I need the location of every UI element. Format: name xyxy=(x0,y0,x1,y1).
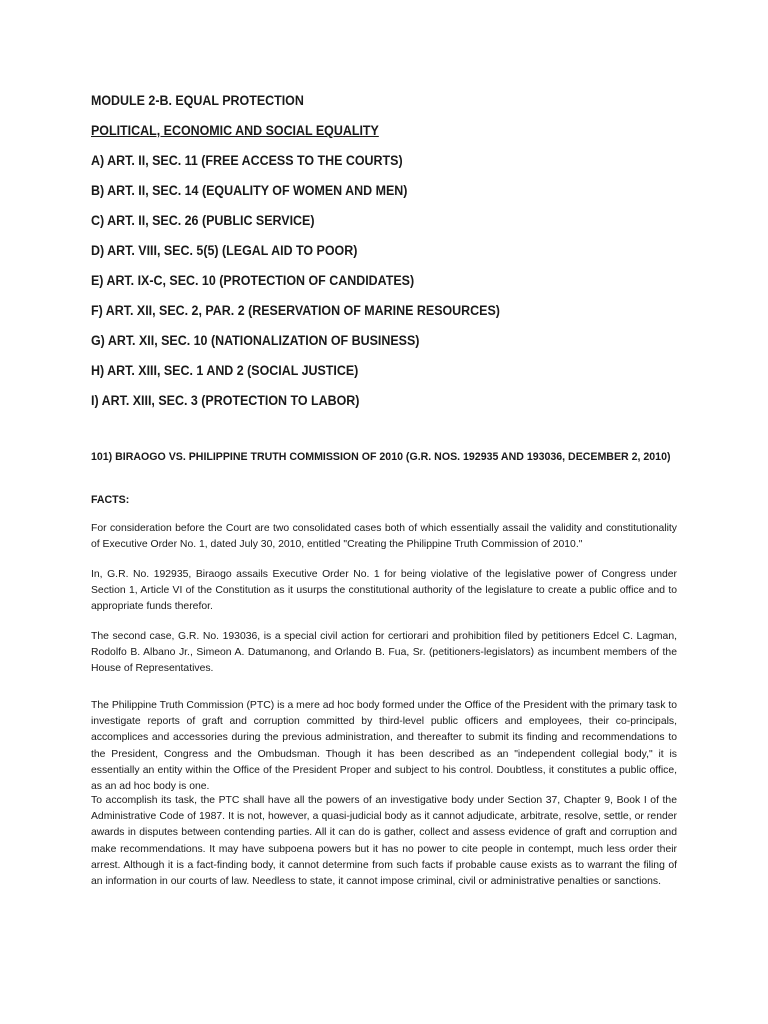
paragraph: To accomplish its task, the PTC shall have all the powers of an investigative body under Section 37, Chapter 9, Book I of the Administrative Code of 1987. It is not, however, a quasi-judicial body as it cannot adjudicate, arbitrate, resolve, settle, or render awards in disputes between contending parties. All it can do is gather, collect and assess evidence of graft and corruption and make recommendations. It may have subpoena powers but it has no power to cite people in contempt, much less order their arrest. Although it is a fact-finding body, it cannot determine from such facts if probable cause exists as to warrant the filing of an information in our courts of law. Needless to state, it cannot impose criminal, civil or administrative penalties or sanctions. xyxy=(91,795,677,888)
provision-item: D) ART. VIII, SEC. 5(5) (LEGAL AID TO POOR) xyxy=(91,243,358,258)
provision-item: F) ART. XII, SEC. 2, PAR. 2 (RESERVATION OF MARINE RESOURCES) xyxy=(91,303,500,318)
provision-item: A) ART. II, SEC. 11 (FREE ACCESS TO THE COURTS) xyxy=(91,153,403,168)
paragraph: For consideration before the Court are two consolidated cases both of which essentially assail the validity and constitutionality of Executive Order No. 1, dated July 30, 2010, entitled "Creating the Philippine Truth Commission of 2010." xyxy=(91,523,677,551)
paragraph: The Philippine Truth Commission (PTC) is a mere ad hoc body formed under the Office of the President with the primary task to investigate reports of graft and corruption committed by third-level public officers and employees, their co-principals, accomplices and accessories during the previous administration, and thereafter to submit its finding and recommendations to the President, Congress and the Ombudsman. Though it has been described as an "independent collegial body," it is essentially an entity within the Office of the President Proper and subject to his control. Doubtless, it constitutes a public office, as an ad hoc body is one. xyxy=(91,700,677,793)
provision-item: G) ART. XII, SEC. 10 (NATIONALIZATION OF BUSINESS) xyxy=(91,333,420,348)
provision-item: H) ART. XIII, SEC. 1 AND 2 (SOCIAL JUSTICE) xyxy=(91,363,359,378)
paragraph: In, G.R. No. 192935, Biraogo assails Executive Order No. 1 for being violative of the legislative power of Congress under Section 1, Article VI of the Constitution as it usurps the constitutional authority of the legislature to create a public office and to appropriate funds therefor. xyxy=(91,569,677,613)
provision-item: E) ART. IX-C, SEC. 10 (PROTECTION OF CANDIDATES) xyxy=(91,273,415,288)
case-title: 101) BIRAOGO VS. PHILIPPINE TRUTH COMMISSION OF 2010 (G.R. NOS. 192935 AND 193036, DECEMBER 2, 2010) xyxy=(91,451,671,463)
facts-label: FACTS: xyxy=(91,494,130,506)
module-title: MODULE 2-B. EQUAL PROTECTION xyxy=(91,93,304,108)
provision-item: C) ART. II, SEC. 26 (PUBLIC SERVICE) xyxy=(91,213,315,228)
paragraph: The second case, G.R. No. 193036, is a special civil action for certiorari and prohibition filed by petitioners Edcel C. Lagman, Rodolfo B. Albano Jr., Simeon A. Datumanong, and Orlando B. Fua, Sr. (petitioners-legislators) as incumbent members of the House of Representatives. xyxy=(91,631,677,675)
provision-item: B) ART. II, SEC. 14 (EQUALITY OF WOMEN AND MEN) xyxy=(91,183,408,198)
provision-item: I) ART. XIII, SEC. 3 (PROTECTION TO LABOR) xyxy=(91,393,360,408)
section-title: POLITICAL, ECONOMIC AND SOCIAL EQUALITY xyxy=(91,123,379,138)
